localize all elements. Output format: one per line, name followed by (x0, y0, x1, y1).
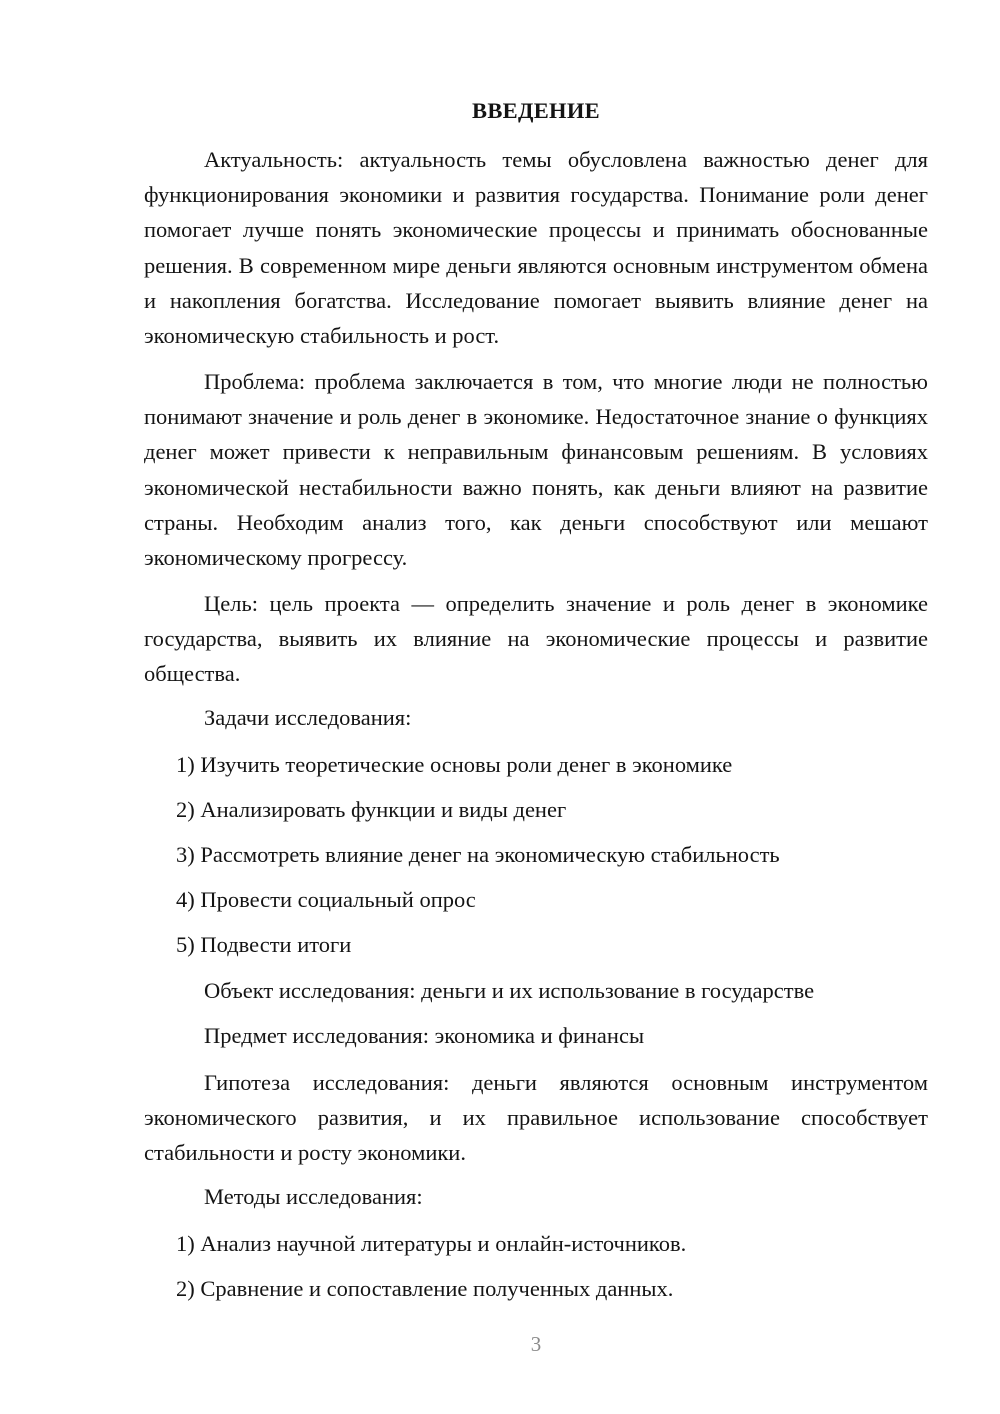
task-item-3: 3) Рассмотреть влияние денег на экономическую стабильность (176, 842, 780, 867)
section-heading: ВВЕДЕНИЕ (472, 98, 600, 123)
research-object: Объект исследования: деньги и их использование в государстве (204, 978, 815, 1003)
hypothesis-paragraph: Гипотеза исследования: деньги являются основным инструментом экономического развития, и их правильное использование способствует стабильности и росту экономики. (144, 1070, 928, 1166)
goal-paragraph: Цель: цель проекта — определить значение и роль денег в экономике государства, выявить их влияние на экономические процессы и развитие общества. (144, 591, 928, 687)
methods-title: Методы исследования: (204, 1184, 423, 1209)
task-item-2: 2) Анализировать функции и виды денег (176, 797, 567, 822)
task-item-5: 5) Подвести итоги (176, 932, 352, 957)
tasks-title: Задачи исследования: (204, 705, 412, 730)
page-number: 3 (530, 1332, 542, 1356)
task-item-4: 4) Провести социальный опрос (176, 887, 476, 912)
method-item-2: 2) Сравнение и сопоставление полученных данных. (176, 1276, 674, 1301)
research-subject: Предмет исследования: экономика и финансы (204, 1023, 645, 1048)
document-page (144, 0, 928, 1414)
problem-paragraph: Проблема: проблема заключается в том, что многие люди не полностью понимают значение и роль денег в экономике. Недостаточное знание о функциях денег может привести к неправильным финансовым решениям. В условиях экономической нестабильности важно понять, как деньги влияют на развитие страны. Необходим анализ того, как деньги способствуют или мешают экономическому прогрессу. (144, 369, 928, 571)
method-item-1: 1) Анализ научной литературы и онлайн-источников. (176, 1231, 687, 1256)
task-item-1: 1) Изучить теоретические основы роли денег в экономике (176, 752, 733, 777)
relevance-paragraph: Актуальность: актуальность темы обусловлена важностью денег для функционирования экономики и развития государства. Понимание роли денег помогает лучше понять экономические процессы и принимать обоснованные решения. В современном мире деньги являются основным инструментом обмена и накопления богатства. Исследование помогает выявить влияние денег на экономическую стабильность и рост. (144, 147, 928, 349)
